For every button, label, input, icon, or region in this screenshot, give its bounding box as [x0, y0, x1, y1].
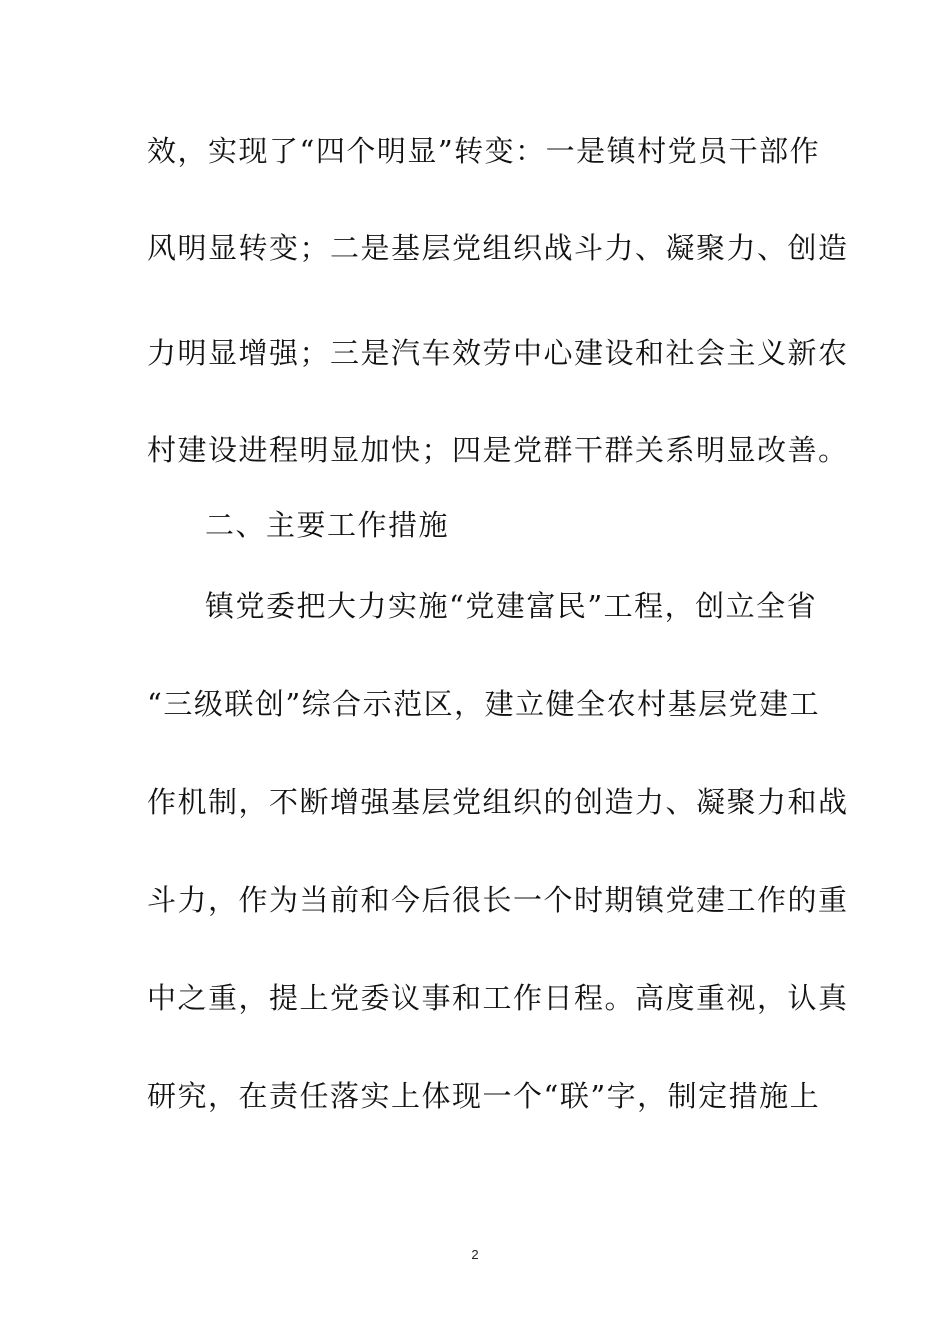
paragraph-line: 作机制，不断增强基层党组织的创造力、凝聚力和战 — [147, 785, 849, 819]
paragraph-line: 研究，在责任落实上体现一个“联”字，制定措施上 — [147, 1079, 821, 1113]
paragraph-line: 斗力，作为当前和今后很长一个时期镇党建工作的重 — [147, 883, 849, 917]
paragraph-line: 镇党委把大力实施“党建富民”工程，创立全省 — [205, 589, 818, 623]
paragraph-line: 风明显转变；二是基层党组织战斗力、凝聚力、创造 — [147, 231, 849, 265]
paragraph-line: “三级联创”综合示范区，建立健全农村基层党建工 — [147, 687, 821, 721]
paragraph-line: 中之重，提上党委议事和工作日程。高度重视，认真 — [147, 981, 849, 1015]
paragraph-line: 力明显增强；三是汽车效劳中心建设和社会主义新农 — [147, 336, 849, 370]
paragraph-line: 效，实现了“四个明显”转变：一是镇村党员干部作 — [147, 134, 821, 168]
paragraph-line: 村建设进程明显加快；四是党群干群关系明显改善。 — [147, 433, 849, 467]
section-heading: 二、主要工作措施 — [205, 508, 450, 542]
page-number: 2 — [471, 1247, 479, 1262]
